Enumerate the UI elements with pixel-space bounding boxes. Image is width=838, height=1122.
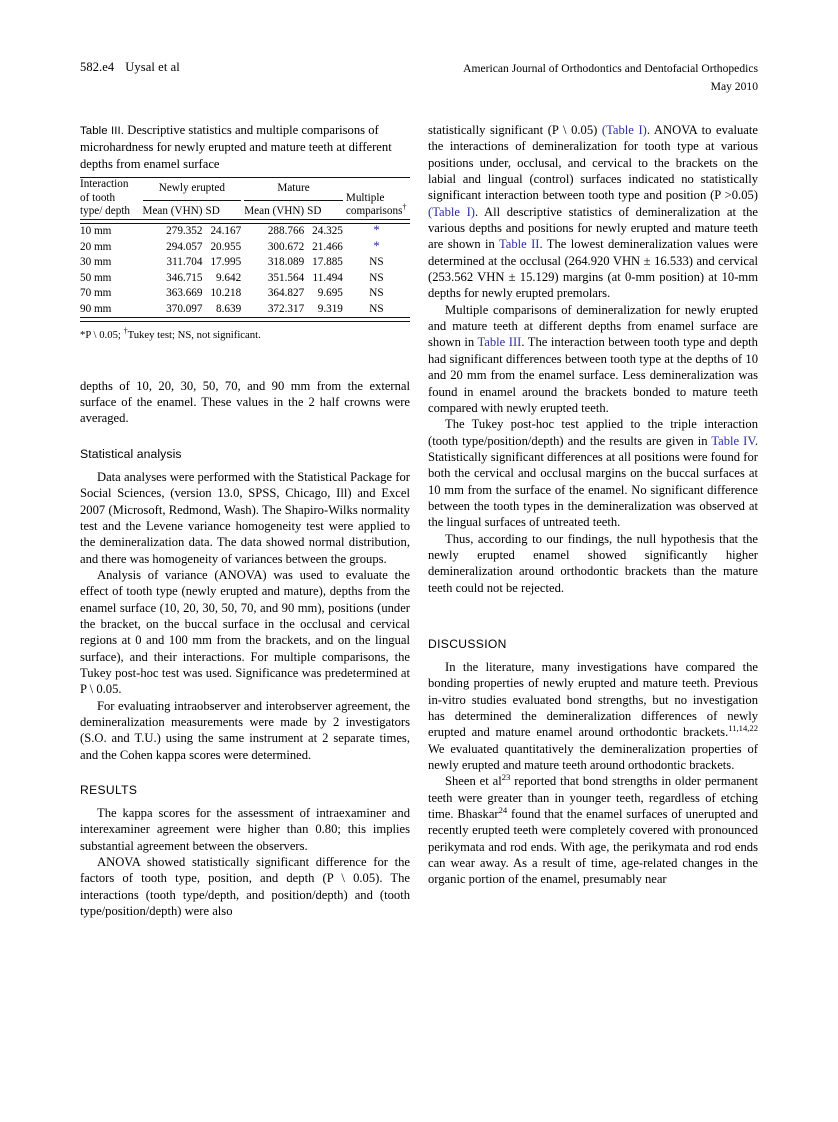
table-subheader-newly-sd: SD bbox=[205, 205, 220, 218]
table-cell-newly-sd: 9.642 bbox=[216, 271, 242, 284]
paragraph-results-2: ANOVA showed statistically significant difference for the factors of tooth type, position, and depth (P \ 0.05). The interactions (tooth type/depth, and position/depth) and (tooth type/position/depth) were also bbox=[80, 855, 410, 919]
discussion-2-text-c: found that the enamel surfaces of unerupted and recently erupted teeth were completely covered with pronounced perikymata and rod ends. With age, the perikymata and rod ends can wear away. As a result of time, age-related changes in the organic portion of the enamel, presumably near bbox=[428, 807, 758, 887]
table-caption-text: Descriptive statistics and multiple comparisons of microhardness for newly erupted and mature teeth at different depths from enamel surface bbox=[80, 123, 392, 171]
paragraph-stats-3: For evaluating intraobserver and interobserver agreement, the demineralization measurements were made by 2 investigators (S.O. and T.U.) using the same instrument at 2 separate times, and the Cohen kappa scores were determined. bbox=[80, 698, 410, 762]
table-cell-depth: 30 mm bbox=[80, 256, 112, 269]
anova-text-a: statistically significant (P \ 0.05) bbox=[428, 123, 602, 137]
table-cell-depth: 50 mm bbox=[80, 271, 112, 284]
table-cell-mature-mean: 318.089 bbox=[267, 256, 305, 269]
table-footnote-star: *P \ 0.05; bbox=[80, 328, 124, 341]
discussion-1-text-b: We evaluated quantitatively the demineralization properties of newly erupted and mature teeth around orthodontic brackets. bbox=[428, 741, 758, 773]
table-header-multiple-comparisons-label: Multiple comparisons bbox=[345, 191, 403, 218]
table-row bbox=[80, 271, 410, 287]
discussion-2-text-b: reported that bond strengths in older permanent teeth were greater than in younger teeth, regardless of etching time. Bhaskar bbox=[428, 774, 758, 822]
table-cell-newly-sd: 8.639 bbox=[216, 302, 242, 315]
table-subheader-newly-mean: Mean (VHN) bbox=[142, 205, 203, 218]
right-column bbox=[428, 122, 758, 888]
paragraph-multiple-comparisons bbox=[428, 302, 758, 416]
page-folio: 582.e4 bbox=[80, 60, 115, 74]
running-head-right bbox=[463, 60, 758, 95]
table-group-header-mature-label: Mature bbox=[277, 181, 310, 194]
link-table-4[interactable]: Table IV bbox=[711, 433, 755, 448]
discussion-2-text-a: Sheen et al bbox=[445, 774, 502, 789]
paragraph-discussion-1 bbox=[428, 659, 758, 773]
table-group-rule-newly bbox=[143, 197, 242, 201]
heading-discussion: DISCUSSION bbox=[428, 636, 507, 651]
table-cell-newly-sd: 24.167 bbox=[210, 224, 242, 237]
table-group-header-mature bbox=[244, 178, 346, 202]
table-footnote bbox=[80, 322, 410, 342]
microhardness-table bbox=[80, 177, 410, 322]
table-stub-header: Interaction of tooth type/ depth bbox=[80, 178, 131, 218]
citation-ref-23[interactable]: 23 bbox=[501, 772, 511, 783]
table-cell-mature-sd: 9.319 bbox=[317, 302, 343, 315]
link-table-2[interactable]: Table II bbox=[498, 237, 540, 252]
tukey-text-a: The Tukey post-hoc test applied to the triple interaction (tooth type/position/depth) and the results are given in bbox=[428, 417, 758, 448]
table-row bbox=[80, 286, 410, 302]
table-row bbox=[80, 223, 410, 239]
link-table-1-first[interactable]: (Table I) bbox=[601, 123, 647, 137]
table-cell-mature-mean: 372.317 bbox=[267, 302, 305, 315]
table-rule-bottom bbox=[80, 318, 410, 321]
paragraph-depths: depths of 10, 20, 30, 50, 70, and 90 mm from the external surface of the enamel. These values in the 2 half crowns were averaged. bbox=[80, 378, 410, 426]
table-cell-mature-sd: 11.494 bbox=[312, 271, 343, 284]
table-row bbox=[80, 239, 410, 255]
journal-title: American Journal of Orthodontics and Dentofacial Orthopedics bbox=[463, 62, 758, 75]
paragraph-anova bbox=[428, 122, 758, 302]
paragraph-stats-1: Data analyses were performed with the Statistical Package for Social Sciences, (version 13.0, SPSS, Chicago, Ill) and Excel 2007 (Microsoft, Redmond, Wash). The Shapiro-Wilks normality test and the Levene variance homogeneity test were applied to the demineralization data. The data showed normal distribution, and there was homogeneity of variances between the groups. bbox=[80, 469, 410, 566]
table-caption bbox=[80, 122, 410, 172]
tukey-text-b: . Statistically significant differences at all positions were found for both the cervical and occlusal margins on the buccal surfaces at 10 mm from the surface of the enamel. No significant difference between the tooth types in the demineralization was observed at the lingual surfaces of untreated teeth. bbox=[428, 433, 758, 530]
table-group-rule-mature bbox=[244, 197, 343, 201]
discussion-1-text-a: In the literature, many investigations have compared the bonding properties of newly erupted and mature teeth. Previous in-vitro studies evaluated bond strengths, but no investigation has determined the demineralization differences of newly erupted and mature enamel around orthodontic brackets. bbox=[428, 659, 758, 740]
left-column bbox=[80, 122, 410, 919]
table-cell-newly-sd: 10.218 bbox=[210, 287, 242, 300]
paragraph-stats-2: Analysis of variance (ANOVA) was used to evaluate the effect of tooth type (newly erupted and mature), depths from the enamel surface (10, 20, 30, 50, 70, and 90 mm), positions (under the bracket, on the buccal surface in the occlusal and cervical regions at 0 and 100 mm from the brackets, and on the lingual surface), and their interactions. For multiple comparisons, the Tukey post-hoc test was used. Significance was predetermined at P \ 0.05. bbox=[80, 567, 410, 697]
table-cell-comparison: NS bbox=[369, 271, 384, 284]
table-cell-comparison: NS bbox=[369, 302, 384, 315]
table-cell-newly-mean: 363.669 bbox=[166, 287, 203, 300]
table-cell-mature-sd: 24.325 bbox=[312, 224, 343, 237]
table-cell-mature-sd: 9.695 bbox=[317, 287, 343, 300]
multi-text-a: Multiple comparisons of demineralization for newly erupted and mature teeth at different depths from enamel surface are shown in bbox=[428, 302, 758, 350]
table-cell-comparison: NS bbox=[369, 287, 384, 300]
table-cell-mature-mean: 351.564 bbox=[267, 271, 305, 284]
paragraph-discussion-2 bbox=[428, 773, 758, 887]
table-cell-newly-mean: 346.715 bbox=[166, 271, 203, 284]
issue-date: May 2010 bbox=[710, 79, 758, 93]
table-cell-mature-mean: 288.766 bbox=[267, 224, 305, 237]
table-group-header-newly-label: Newly erupted bbox=[158, 181, 225, 194]
table-cell-newly-mean: 294.057 bbox=[166, 240, 203, 253]
heading-results: RESULTS bbox=[80, 783, 138, 797]
table-cell-depth: 20 mm bbox=[80, 240, 112, 253]
table-header-groups bbox=[80, 178, 410, 202]
paragraph-conclusion-null-hypothesis: Thus, according to our findings, the null hypothesis that the newly erupted enamel showed significantly higher demineralization around orthodontic brackets than the mature teeth could not be rejected. bbox=[428, 531, 758, 595]
table-subheader-mature-mean: Mean (VHN) bbox=[244, 205, 305, 218]
table-row bbox=[80, 255, 410, 271]
table-footnote-dagger: † bbox=[123, 326, 128, 336]
running-head-authors: Uysal et al bbox=[125, 60, 180, 74]
table-cell-newly-mean: 370.097 bbox=[166, 302, 203, 315]
anova-text-b: . ANOVA to evaluate the interactions of demineralization for tooth type at various positions under, occlusal, and cervical to the brackets on the labial and lingual (control) surfaces indicated no statistically significant interaction between tooth type and position (P >0.05) bbox=[428, 123, 758, 203]
table-label: Table III. bbox=[80, 125, 125, 137]
paragraph-tukey bbox=[428, 416, 758, 530]
citation-ref-11-14-22[interactable]: 11,14,22 bbox=[728, 723, 758, 734]
table-cell-comparison: * bbox=[373, 221, 380, 237]
table-cell-newly-mean: 311.704 bbox=[166, 256, 203, 269]
table-block bbox=[80, 122, 410, 342]
link-table-3[interactable]: Table III bbox=[477, 335, 522, 350]
paragraph-results-1: The kappa scores for the assessment of intraexaminer and interexaminer agreement were higher than 0.80; this implies substantial agreement between the observers. bbox=[80, 806, 410, 853]
running-head bbox=[80, 60, 758, 106]
table-cell-mature-sd: 21.466 bbox=[312, 240, 343, 253]
anova-text-c: . All descriptive statistics of demineralization at the various depths and positions for newly erupted and mature teeth are shown in bbox=[428, 204, 758, 252]
anova-text-d: . The lowest demineralization values were determined at the occlusal (264.920 VHN ± 16.533) and cervical (253.562 VHN ± 15.129) margins (at 0-mm position) at 10-mm depths for newly erupted premolars. bbox=[428, 237, 758, 301]
table-header-dagger: † bbox=[402, 202, 407, 212]
table-cell-mature-mean: 300.672 bbox=[267, 240, 305, 253]
multi-text-b: . The interaction between tooth type and depth had significant differences between tooth type at the depths of 10 and 20 mm from the enamel surface. Less demineralization was found in enamel around the brackets bonded to mature teeth compared with newly erupted teeth. bbox=[428, 335, 758, 415]
citation-ref-24[interactable]: 24 bbox=[498, 804, 508, 815]
table-cell-newly-mean: 279.352 bbox=[166, 224, 203, 237]
table-cell-newly-sd: 20.955 bbox=[210, 240, 242, 253]
table-footnote-rest: Tukey test; NS, not significant. bbox=[127, 328, 261, 341]
table-cell-depth: 90 mm bbox=[80, 302, 112, 315]
table-cell-depth: 70 mm bbox=[80, 287, 112, 300]
table-cell-comparison: * bbox=[373, 237, 380, 253]
table-row bbox=[80, 302, 410, 318]
table-header-multiple-comparisons bbox=[346, 178, 410, 220]
table-group-header-newly bbox=[143, 178, 245, 202]
table-subheader-mature-sd: SD bbox=[307, 205, 322, 218]
table-cell-comparison: NS bbox=[369, 256, 384, 269]
table-cell-depth: 10 mm bbox=[80, 224, 112, 237]
table-cell-newly-sd: 17.995 bbox=[210, 256, 242, 269]
table-cell-mature-mean: 364.827 bbox=[267, 287, 305, 300]
heading-statistical-analysis: Statistical analysis bbox=[80, 446, 182, 461]
link-table-1-second[interactable]: (Table I) bbox=[428, 204, 475, 219]
table-cell-mature-sd: 17.885 bbox=[312, 256, 343, 269]
running-head-left bbox=[80, 60, 180, 75]
